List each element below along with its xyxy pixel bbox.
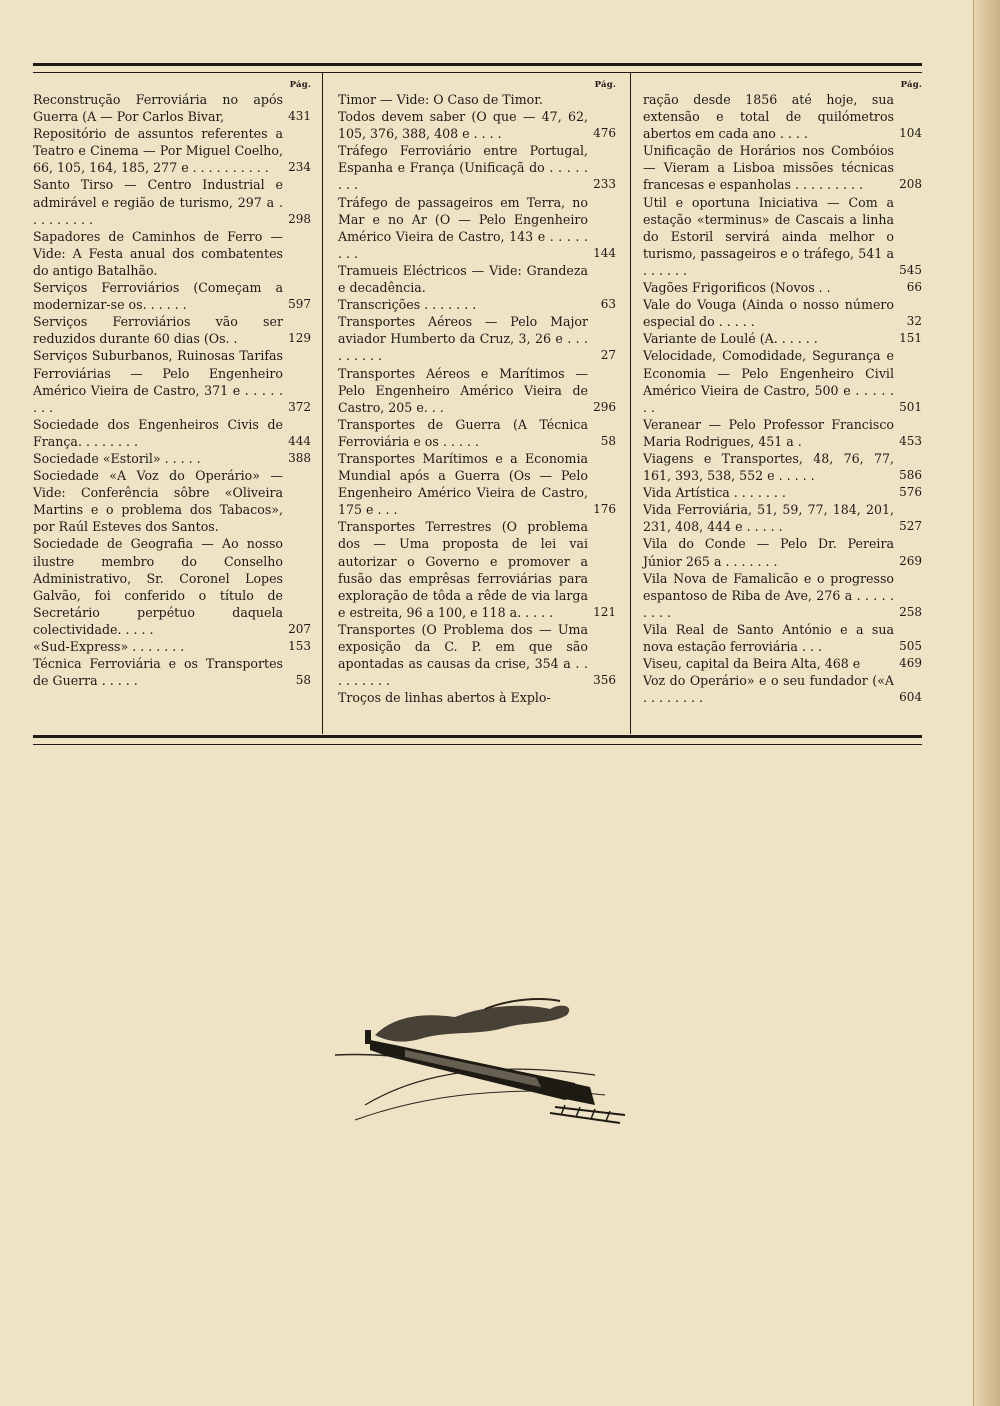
index-entry-text: Vila Nova de Famalicão e o progresso espantoso de Riba de Ave, 276 a . . . . . . . . . [643,570,894,620]
index-entry-text: Transportes Marítimos e a Economia Mundial após a Guerra (Os — Pelo Engenheiro Américo Vieira de Castro, 175 e . . . [338,450,588,518]
index-entry-page-number: 453 [899,433,922,448]
index-entry-text: Vila do Conde — Pelo Dr. Pereira Júnior 265 a . . . . . . . [643,536,894,569]
index-entry-page-number: 58 [600,433,616,448]
index-entry [338,142,616,193]
index-entry-text: Sociedade dos Engenheiros Civis de França. . . . . . . . [33,416,283,449]
index-entry-page-number: 298 [288,211,311,226]
index-entry [33,125,311,176]
index-column-3 [643,74,922,706]
index-entry [338,262,616,296]
index-entry [338,365,616,416]
top-double-rule [33,63,922,73]
index-entry [338,194,616,262]
index-entry-page-number: 32 [906,314,922,329]
index-entry [33,467,311,535]
pag-header: Pág. [594,80,616,90]
index-entry-page-number: 545 [899,262,922,277]
index-entry-page-number: 129 [288,331,311,346]
index-entry-page-number: 372 [288,399,311,414]
pag-header: Pág. [900,80,922,90]
index-entry-text: Sociedade «Estoril» . . . . . [33,450,201,466]
index-entry [643,279,922,296]
index-entry-text: Timor — Vide: O Caso de Timor. [338,92,543,107]
index-entry-text: Sociedade «A Voz do Operário» — Vide: Conferência sôbre «Oliveira Martins e o problema dos Tabacos», por Raúl Esteves dos Santos. [33,468,283,535]
steam-train-vignette-icon [335,995,625,1125]
index-entry [33,347,311,415]
index-entry [33,176,311,227]
index-entry-page-number: 208 [899,177,922,192]
index-entry [338,621,616,689]
index-entry-page-number: 296 [593,399,616,414]
index-entry-text: Tráfego de passageiros em Terra, no Mar e no Ar (O — Pelo Engenheiro Américo Vieira de Castro, 143 e . . . . . . . . [338,194,588,261]
index-entry [338,689,616,706]
index-entry-text: Todos devem saber (O que — 47, 62, 105, 376, 388, 408 e . . . . [338,109,588,142]
index-entry [338,296,616,313]
index-entry-page-number: 176 [593,502,616,517]
index-entry-text: Vagões Frigorificos (Novos . . [643,280,831,296]
index-entry [33,450,311,467]
index-entry [643,655,922,672]
index-entry [338,313,616,364]
index-entry-page-number: 604 [899,690,922,705]
index-entry-text: Voz do Operário» e o seu fundador («A . . . . . . . . [643,673,894,706]
index-entry [643,484,922,501]
index-entry-text: ração desde 1856 até hoje, sua extensão e total de quilómetros abertos em cada ano . . . . [643,92,894,142]
index-entry-text: Unificação de Horários nos Combóios — Vieram a Lisboa missões técnicas francesas e espanholas . . . . . . . . . [643,143,894,193]
index-entry-text: Transportes Aéreos e Marítimos — Pelo Engenheiro Américo Vieira de Castro, 205 e. . . [338,365,588,415]
index-entry-text: Serviços Ferroviários (Começam a modernizar-se os. . . . . . [33,280,283,313]
index-entry-text: Viseu, capital da Beira Alta, 468 e [643,656,861,672]
index-entry-text: Vila Real de Santo António e a sua nova estação ferroviária . . . [643,621,894,654]
index-entry-text: Tramueis Eléctricos — Vide: Grandeza e decadência. [338,262,588,296]
index-entry-text: Viagens e Transportes, 48, 76, 77, 161, 393, 538, 552 e . . . . . [643,450,894,484]
index-entry-text: Transportes Aéreos — Pelo Major aviador Humberto da Cruz, 3, 26 e . . . . . . . . . [338,314,588,364]
index-entry-text: Vida Ferroviária, 51, 59, 77, 184, 201, 231, 408, 444 e . . . . . [643,502,894,535]
index-entry-page-number: 104 [899,126,922,141]
index-entry-page-number: 151 [899,331,922,346]
index-entry [33,655,311,689]
index-entry [643,416,922,450]
index-entry [643,296,922,330]
index-entry-page-number: 586 [899,468,922,483]
index-entry-page-number: 121 [593,604,616,619]
index-entry-text: «Sud-Express» . . . . . . . [33,639,185,654]
index-entry [643,570,922,621]
index-entry-text: Reconstrução Ferroviária no após Guerra (A — Por Carlos Bivar, [33,92,283,125]
index-entry [643,194,922,279]
index-entry [643,621,922,655]
index-entry [33,313,311,347]
index-entry-text: Util e oportuna Iniciativa — Com a estação «terminus» de Cascais a linha do Estoril servirá ainda melhor o turismo, passageiros e o tráfego, 541 a . . . . . . [643,194,894,278]
index-entry-page-number: 207 [288,621,311,636]
index-entry [338,108,616,142]
index-entry [643,347,922,415]
index-column-1 [33,74,311,689]
index-entry-text: Veranear — Pelo Professor Francisco Maria Rodrigues, 451 a . [643,416,894,449]
index-entry-text: Vale do Vouga (Ainda o nosso número especial do . . . . . [643,297,894,330]
index-entry-page-number: 144 [593,245,616,260]
bottom-double-rule [33,735,922,745]
index-entry-page-number: 476 [593,126,616,141]
index-entry [643,535,922,569]
index-entry-page-number: 356 [593,673,616,688]
index-entry [643,330,922,347]
index-entry-page-number: 527 [899,519,922,534]
index-entry-page-number: 63 [600,297,616,312]
index-entry [33,228,311,279]
index-entry-text: Serviços Suburbanos, Ruinosas Tarifas Ferroviárias — Pelo Engenheiro Américo Vieira de Castro, 371 e . . . . . . . . [33,348,283,415]
pag-header: Pág. [289,80,311,90]
index-entry-text: Serviços Ferroviários vão ser reduzidos durante 60 dias (Os. . [33,314,283,347]
index-entry-page-number: 233 [593,177,616,192]
index-entry-text: Santo Tirso — Centro Industrial e admirável e região de turismo, 297 a . . . . . . . . . [33,177,283,227]
page-edge-shadow [973,0,1000,1406]
index-entry-page-number: 153 [288,639,311,653]
index-entry [643,142,922,193]
index-entry-page-number: 66 [906,280,922,295]
index-entry-text: Técnica Ferroviária e os Transportes de Guerra . . . . . [33,656,283,689]
index-entry-text: Tráfego Ferroviário entre Portugal, Espanha e França (Unificaçã do . . . . . . . . [338,143,588,193]
index-entry [643,672,922,706]
index-entry-page-number: 501 [899,399,922,414]
index-entry-text: Sapadores de Caminhos de Ferro — Vide: A Festa anual dos combatentes do antigo Batalhão. [33,228,283,278]
index-entry-page-number: 388 [288,450,311,465]
index-entry-text: Troços de linhas abertos à Explo- [338,690,551,706]
index-entry [33,638,311,655]
index-entry-text: Transcrições . . . . . . . [338,297,477,313]
index-entry [338,91,616,108]
index-entry-text: Sociedade de Geografia — Ao nosso ilustre membro do Conselho Administrativo, Sr. Coronel Lopes Galvão, foi conferido o título de Secretário perpétuo daquela colectividade. . . . . [33,536,283,637]
index-entry-text: Variante de Loulé (A. . . . . . [643,331,818,347]
index-entry [33,416,311,450]
index-entry-page-number: 258 [899,604,922,619]
index-entry-text: Transportes de Guerra (A Técnica Ferroviária e os . . . . . [338,416,588,449]
index-entry [338,450,616,518]
index-column-2 [338,74,616,706]
index-entry-page-number: 234 [288,160,311,175]
index-entry-page-number: 58 [295,673,311,688]
index-entry [643,91,922,142]
index-entry [33,535,311,638]
index-entry-page-number: 505 [899,639,922,653]
index-entry-page-number: 269 [899,553,922,568]
column-divider-2 [630,72,631,734]
column-divider-1 [322,72,323,734]
index-entry [33,91,311,125]
index-entry-text: Repositório de assuntos referentes a Teatro e Cinema — Por Miguel Coelho, 66, 105, 164, 185, 277 e . . . . . . . . . . [33,126,283,176]
index-entry [338,416,616,450]
index-entry-page-number: 576 [899,485,922,500]
index-entry [643,501,922,535]
index-entry-page-number: 431 [288,109,311,124]
index-entry-text: Vida Artística . . . . . . . [643,485,786,501]
index-entry-page-number: 469 [899,656,922,671]
index-entry-text: Transportes Terrestres (O problema dos — Uma proposta de lei vai autorizar o Governo e promover a fusão das emprêsas ferroviárias para exploração de tôda a rêde de via larga e estreita, 96 a 100, e 118 a. . . . . [338,519,588,620]
index-entry-page-number: 444 [288,433,311,448]
index-entry [33,279,311,313]
index-entry [643,450,922,484]
index-entry-page-number: 597 [288,297,311,312]
index-entry-text: Velocidade, Comodidade, Segurança e Economia — Pelo Engenheiro Civil Américo Vieira de Castro, 500 e . . . . . . . [643,348,894,415]
index-entry-page-number: 27 [600,348,616,363]
index-entry-text: Transportes (O Problema dos — Uma exposição da C. P. em que são apontadas as causas da crise, 354 a . . . . . . . . . [338,621,588,689]
index-entry [338,518,616,621]
